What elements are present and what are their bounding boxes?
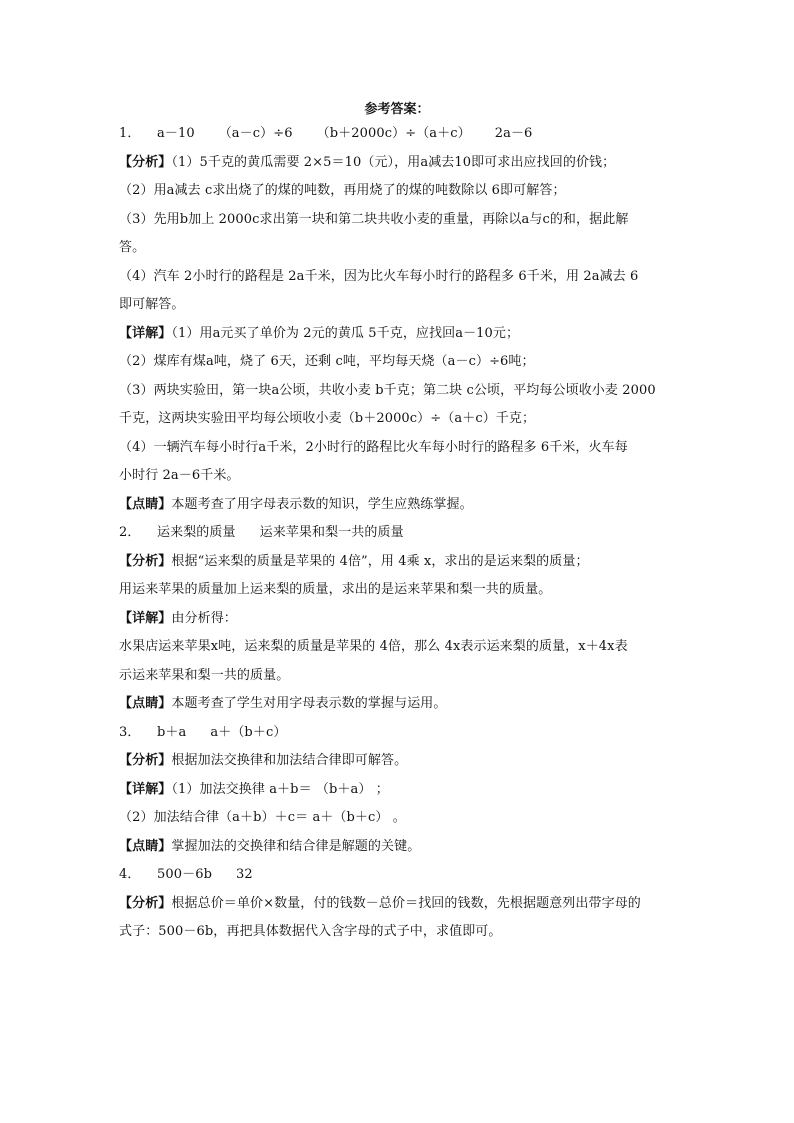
detail-line xyxy=(119,776,679,805)
detail-line xyxy=(119,377,679,406)
analysis-text: 答。 xyxy=(119,240,146,255)
analysis-line xyxy=(119,576,679,605)
detail-line xyxy=(119,434,679,463)
detail-text: （2）煤库有煤a吨，烧了 6天，还剩 c吨，平均每天烧（a－c）÷6吨； xyxy=(119,354,535,369)
comment-text: 本题考查了用字母表示数的知识，学生应熟练掌握。 xyxy=(171,496,473,512)
detail-tag: 【详解】 xyxy=(119,610,172,626)
analysis-line xyxy=(119,548,679,577)
analysis-line xyxy=(119,263,679,292)
answer-blank: （a－c）÷6 xyxy=(218,126,293,141)
detail-text: 示运来苹果和梨一共的质量。 xyxy=(119,667,290,683)
analysis-text: （3）先用b加上 2000c求出第一块和第二块共收小麦的重量，再除以a与c的和，据此解 xyxy=(119,211,629,227)
analysis-line xyxy=(119,234,679,263)
answer-content xyxy=(119,120,679,947)
answer-blank: b＋a xyxy=(157,724,187,740)
answer-line-2 xyxy=(119,519,679,548)
detail-text: （2）加法结合律（a＋b）＋c＝ a＋（b＋c） 。 xyxy=(119,810,406,825)
answer-blank: 32 xyxy=(236,867,253,882)
detail-line xyxy=(119,405,679,434)
analysis-text: 根据“运来梨的质量是苹果的 4倍”，用 4乘 x，求出的是运来梨的质量； xyxy=(171,553,589,569)
analysis-line xyxy=(119,291,679,320)
detail-line xyxy=(119,605,679,634)
page-title: 参考答案： xyxy=(364,102,430,117)
analysis-line xyxy=(119,747,679,776)
question-number: 3． xyxy=(119,724,141,740)
detail-line xyxy=(119,462,679,491)
comment-text: 掌握加法的交换律和结合律是解题的关键。 xyxy=(171,838,421,854)
analysis-tag: 【分析】 xyxy=(119,895,172,911)
detail-text: 小时行 2a－6千米。 xyxy=(119,468,240,483)
comment-text: 本题考查了学生对用字母表示数的掌握与运用。 xyxy=(171,696,447,711)
detail-text: 千克，这两块实验田平均每公顷收小麦（b＋2000c）÷（a＋c）千克； xyxy=(119,411,536,426)
analysis-text: 根据加法交换律和加法结合律即可解答。 xyxy=(171,753,408,768)
answer-blank: a＋（b＋c） xyxy=(210,724,287,740)
analysis-line xyxy=(119,918,679,947)
detail-tag: 【详解】 xyxy=(119,781,172,797)
answer-blank: a－10 xyxy=(157,126,195,141)
detail-text: 水果店运来苹果x吨，运来梨的质量是苹果的 4倍，那么 4x表示运来梨的质量，x＋4x表 xyxy=(119,639,628,654)
answer-blank: 运来苹果和梨一共的质量 xyxy=(259,525,404,540)
analysis-tag: 【分析】 xyxy=(119,154,172,170)
analysis-text: （2）用a减去 c求出烧了的煤的吨数，再用烧了的煤的吨数除以 6即可解答； xyxy=(119,183,566,198)
analysis-text: 根据总价＝单价×数量，付的钱数－总价＝找回的钱数，先根据题意列出带字母的 xyxy=(171,895,641,911)
comment-line xyxy=(119,833,679,862)
analysis-line xyxy=(119,149,679,178)
analysis-line xyxy=(119,206,679,235)
detail-tag: 【详解】 xyxy=(119,325,172,341)
detail-text: （1）用a元买了单价为 2元的黄瓜 5千克，应找回a－10元； xyxy=(171,325,520,341)
comment-tag: 【点睛】 xyxy=(119,838,172,854)
answer-line-4 xyxy=(119,861,679,890)
detail-line xyxy=(119,320,679,349)
detail-text: （3）两块实验田，第一块a公顷，共收小麦 b千克；第二块 c公顷，平均每公顷收小麦 2000 xyxy=(119,382,656,398)
detail-line xyxy=(119,633,679,662)
analysis-text: 式子：500－6b，再把具体数据代入含字母的式子中，求值即可。 xyxy=(119,924,502,939)
analysis-line xyxy=(119,890,679,919)
question-number: 2． xyxy=(119,525,141,540)
comment-line xyxy=(119,491,679,520)
analysis-text: 用运来苹果的质量加上运来梨的质量，求出的是运来苹果和梨一共的质量。 xyxy=(119,582,552,597)
detail-line xyxy=(119,804,679,833)
analysis-text: （4）汽车 2小时行的路程是 2a千米，因为比火车每小时行的路程多 6千米，用 2a减去 6 xyxy=(119,268,639,284)
answer-line-3 xyxy=(119,719,679,748)
question-number: 4． xyxy=(119,867,141,882)
detail-text: 由分析得： xyxy=(171,610,237,626)
detail-text: （1）加法交换律 a＋b＝ （b＋a） ； xyxy=(171,781,389,797)
detail-text: （4）一辆汽车每小时行a千米，2小时行的路程比火车每小时行的路程多 6千米，火车每 xyxy=(119,439,628,455)
analysis-tag: 【分析】 xyxy=(119,553,172,569)
detail-line xyxy=(119,662,679,691)
analysis-tag: 【分析】 xyxy=(119,753,172,768)
answer-blank: 运来梨的质量 xyxy=(157,525,236,540)
answer-blank: （b＋2000c）÷（a＋c） xyxy=(316,126,471,141)
analysis-line xyxy=(119,177,679,206)
analysis-text: 即可解答。 xyxy=(119,297,185,312)
comment-line xyxy=(119,690,679,719)
comment-tag: 【点睛】 xyxy=(119,496,172,512)
analysis-text: （1）5千克的黄瓜需要 2×5＝10（元），用a减去10即可求出应找回的价钱； xyxy=(171,154,616,170)
answer-blank: 2a－6 xyxy=(494,126,533,141)
comment-tag: 【点睛】 xyxy=(119,696,172,711)
answer-line-1 xyxy=(119,120,679,149)
answer-blank: 500－6b xyxy=(157,867,213,882)
question-number: 1． xyxy=(119,126,141,141)
detail-line xyxy=(119,348,679,377)
